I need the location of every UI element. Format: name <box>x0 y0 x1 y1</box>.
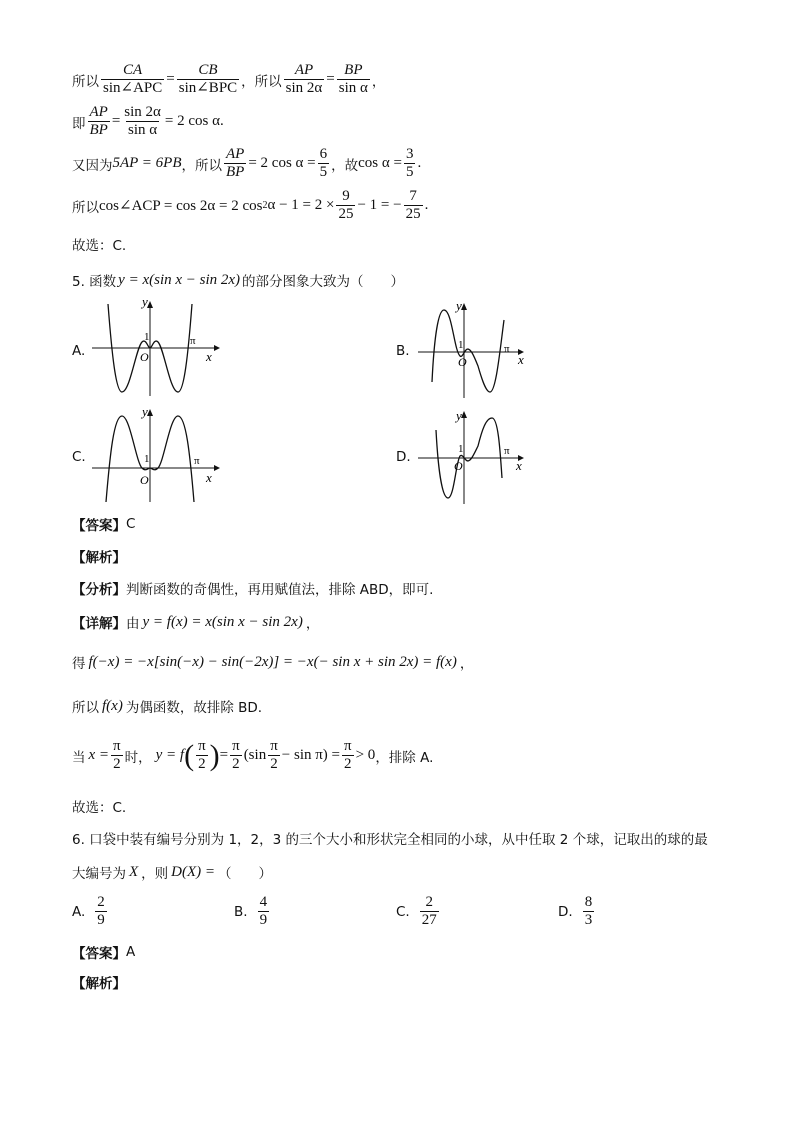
fenxi-tag: 【分析】 <box>72 582 126 598</box>
option-label: D. <box>558 903 573 920</box>
tick-one: 1 <box>458 443 464 455</box>
equals: = <box>326 71 335 87</box>
fraction-pi-2 <box>111 738 123 773</box>
origin-label: O <box>458 355 467 369</box>
text-so: 所以 <box>72 73 99 90</box>
fraction-3-5 <box>404 146 416 181</box>
option-label: B. <box>396 343 410 359</box>
text-suoyi2: 所以 <box>72 199 99 216</box>
curve <box>432 310 504 392</box>
q6-stem-line2 <box>72 862 272 882</box>
q5-conclusion: 故选：C. <box>72 800 127 816</box>
frac-den: 27 <box>421 912 437 928</box>
frac-den: 25 <box>338 206 354 222</box>
frac-den: 9 <box>259 912 268 928</box>
frac-num: CB <box>198 62 218 78</box>
two-cos-alpha: = 2 cos α. <box>164 113 224 129</box>
q6-option-a[interactable] <box>72 894 109 929</box>
tick-one: 1 <box>458 339 464 351</box>
y-axis-arrow <box>461 303 467 310</box>
frac-num: π <box>232 738 240 754</box>
answer-value: C <box>126 516 136 532</box>
x-label: x <box>206 349 212 364</box>
pi-label: π <box>504 445 510 457</box>
period: . <box>417 155 422 171</box>
option-fraction <box>583 894 595 929</box>
fraction-sin2a-sina <box>122 104 163 139</box>
fenxi-text: 判断函数的奇偶性，再用赋值法，排除 ABD，即可. <box>126 582 434 598</box>
derivation-line-1 <box>72 62 385 97</box>
fraction-ap-bp <box>88 104 110 139</box>
frac-num: sin 2α <box>124 104 161 120</box>
detail-post: ， <box>305 616 320 632</box>
minus-sin-pi: − sin π) = <box>281 747 341 763</box>
frac-den: 5 <box>405 164 414 180</box>
q6-option-b[interactable] <box>234 894 271 929</box>
frac-num: AP <box>294 62 314 78</box>
stem-x: X <box>129 863 139 880</box>
tick-one: 1 <box>144 331 150 343</box>
x-axis-arrow <box>214 465 220 471</box>
y-axis-arrow <box>147 301 153 308</box>
y-label: y <box>456 300 462 313</box>
minus-one: − 1 = − <box>357 197 402 213</box>
detail-pre: 得 <box>72 656 86 672</box>
fraction-7-25 <box>404 188 423 223</box>
q5-detail-2 <box>72 652 473 672</box>
frac-num: 6 <box>319 146 328 162</box>
q5-detail-3 <box>72 696 262 716</box>
fraction-cb <box>177 62 239 97</box>
q6-option-c[interactable] <box>396 894 441 929</box>
q6-analysis-tag: 【解析】 <box>72 976 126 992</box>
pi-label: π <box>194 455 200 467</box>
text-suoyi: ，所以 <box>181 157 223 174</box>
stem-post: （ ） <box>218 866 273 882</box>
option-fraction <box>258 894 270 929</box>
y-axis-arrow <box>461 411 467 418</box>
q5-detail-4 <box>72 738 433 773</box>
origin-label: O <box>454 459 463 473</box>
frac-den: sin α <box>338 80 368 96</box>
paren-right: ) <box>209 738 220 772</box>
y-label: y <box>142 296 148 309</box>
detail-tag: 【详解】 <box>72 616 126 632</box>
frac-num: π <box>113 738 121 754</box>
x-label: x <box>518 352 524 367</box>
frac-num: 3 <box>405 146 414 162</box>
frac-num: 8 <box>584 894 593 910</box>
frac-num: π <box>198 738 206 754</box>
option-d-label[interactable] <box>396 449 411 465</box>
stem-pre: 大编号为 <box>72 866 126 882</box>
square-exponent: 2 <box>262 200 268 211</box>
y-label: y <box>456 408 462 423</box>
greater-than-zero: > 0 <box>355 747 376 763</box>
text-gu: ，故 <box>331 157 359 174</box>
option-a-label[interactable] <box>72 343 85 359</box>
vector-equation: 5AP = 6PB <box>112 155 182 171</box>
fraction-bp-sina <box>337 62 370 97</box>
frac-num: AP <box>89 104 108 120</box>
frac-num: π <box>344 738 352 754</box>
frac-num: 2 <box>425 894 433 910</box>
y-label: y <box>142 404 148 419</box>
frac-den: 2 <box>270 756 278 772</box>
frac-num: π <box>270 738 278 754</box>
equals: = <box>111 113 121 129</box>
q6-answer <box>72 942 135 962</box>
frac-den: sin∠BPC <box>178 80 238 96</box>
frac-den: 5 <box>319 164 328 180</box>
x-axis-arrow <box>214 345 220 351</box>
q5-fenxi <box>72 578 433 598</box>
stem-mid: ，则 <box>141 866 169 882</box>
frac-den: BP <box>89 122 108 138</box>
detail-post: ， <box>459 656 474 672</box>
cos-alpha-eq: cos α = <box>358 155 402 171</box>
derivation-line-2 <box>72 104 224 139</box>
frac-den: BP <box>226 164 245 180</box>
text-so2: ，所以 <box>241 73 282 90</box>
answer-tag: 【答案】 <box>72 518 126 534</box>
q5-prefix: 5. 函数 <box>72 274 117 290</box>
fraction-pi-2e <box>342 738 354 773</box>
frac-den: 2 <box>232 756 240 772</box>
frac-den: 25 <box>405 206 421 222</box>
option-c-label[interactable] <box>72 449 86 465</box>
option-label: C. <box>396 903 410 920</box>
frac-num: 2 <box>97 894 105 910</box>
option-label: A. <box>72 343 86 359</box>
frac-den: sin α <box>128 122 158 138</box>
q5-formula: y = x(sin x − sin 2x) <box>118 271 241 288</box>
detail-math: f(−x) = −x[sin(−x) − sin(−2x)] = −x(− sin x + sin 2x) = f(x) <box>88 653 457 670</box>
option-label: C. <box>72 449 86 465</box>
detail-when: 时， <box>124 749 152 766</box>
frac-num: 9 <box>342 188 350 204</box>
fraction-ap-bp-2 <box>224 146 246 181</box>
derivation-line-3 <box>72 146 421 181</box>
frac-den: 9 <box>97 912 105 928</box>
x-label: x <box>206 470 212 485</box>
q5-answer <box>72 514 135 534</box>
detail-pre: 所以 <box>72 700 99 716</box>
option-fraction <box>420 894 439 929</box>
q5-analysis-tag: 【解析】 <box>72 550 126 566</box>
graph-option-b[interactable] <box>414 300 534 400</box>
detail-post: 为偶函数，故排除 BD. <box>125 700 263 716</box>
two-cos-eq: = 2 cos α = <box>248 155 316 171</box>
fraction-pi-2b <box>196 738 208 773</box>
q6-option-d[interactable] <box>558 894 596 929</box>
frac-den: 3 <box>584 912 593 928</box>
option-label: D. <box>396 449 411 465</box>
origin-label: O <box>140 350 149 364</box>
detail-math: f(x) <box>102 697 123 714</box>
answer-line-prev: 故选：C. <box>72 238 127 254</box>
pi-label: π <box>504 343 510 355</box>
period: . <box>424 197 429 213</box>
option-label: B. <box>234 903 248 920</box>
derivation-line-4 <box>72 188 428 223</box>
fraction-pi-2c <box>230 738 242 773</box>
frac-den: sin∠APC <box>103 80 163 96</box>
equals: = <box>166 71 175 87</box>
text-youyin: 又因为 <box>72 157 113 174</box>
q6-stem-line1: 6. 口袋中装有编号分别为 1，2，3 的三个大小和形状完全相同的小球，从中任取 2 个球，记取出的球的最 <box>72 832 708 848</box>
question-5-stem <box>72 270 404 290</box>
graph-option-d[interactable] <box>414 408 534 506</box>
graph-option-a[interactable] <box>88 296 228 400</box>
tick-one: 1 <box>144 453 150 465</box>
detail-post: ，排除 A. <box>375 749 434 766</box>
text-ji: 即 <box>72 115 86 132</box>
graph-option-c[interactable] <box>88 404 228 506</box>
cos-rest: α − 1 = 2 × <box>267 197 335 213</box>
y-axis-arrow <box>147 409 153 416</box>
option-label: A. <box>72 903 86 920</box>
frac-den: 2 <box>113 756 121 772</box>
frac-den: 2 <box>198 756 206 772</box>
fraction-6-5 <box>318 146 330 181</box>
sin-open: (sin <box>243 747 267 763</box>
paren-left: ( <box>184 738 195 772</box>
answer-value: A <box>126 944 136 960</box>
fraction-9-25 <box>336 188 355 223</box>
stem-dx: D(X) = <box>171 863 216 880</box>
frac-num: 4 <box>259 894 268 910</box>
frac-num: CA <box>123 62 143 78</box>
detail-pre: 由 <box>126 616 140 632</box>
q5-suffix: 的部分图象大致为（ ） <box>242 274 405 290</box>
comma: ， <box>371 73 386 90</box>
pi-label: π <box>190 335 196 347</box>
equals: = <box>219 747 229 763</box>
cos-acp: cos∠ACP = cos 2α = 2 cos <box>99 198 263 214</box>
frac-num: 7 <box>409 188 417 204</box>
frac-den: sin 2α <box>285 80 323 96</box>
q5-detail-1 <box>72 612 319 632</box>
frac-num: BP <box>344 62 363 78</box>
answer-tag: 【答案】 <box>72 946 126 962</box>
fraction-ap-sin2a <box>284 62 325 97</box>
frac-num: AP <box>226 146 245 162</box>
option-b-label[interactable] <box>396 343 410 359</box>
y-f: y = f <box>155 747 185 763</box>
detail-math: y = f(x) = x(sin x − sin 2x) <box>142 613 303 630</box>
detail-pre: 当 <box>72 749 86 766</box>
x-label: x <box>516 458 522 473</box>
x-eq: x = <box>88 747 110 763</box>
option-fraction <box>95 894 107 929</box>
frac-den: 2 <box>344 756 352 772</box>
fraction-pi-2d <box>268 738 280 773</box>
origin-label: O <box>140 473 149 487</box>
fraction-ca <box>101 62 164 97</box>
